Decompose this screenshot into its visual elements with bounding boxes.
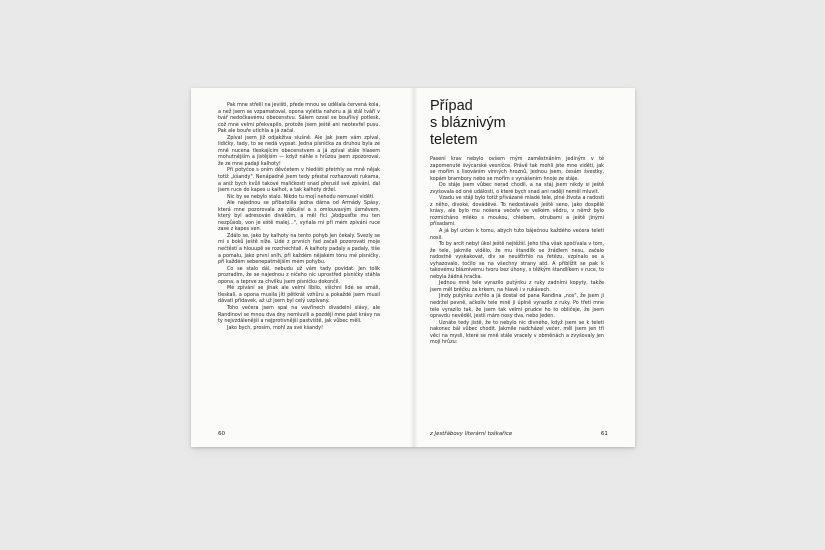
paragraph: Pasení krav nebylo ovšem mým zaměstnáním jediným v té zapomenuté švýcarské vesničce. Právě tak mohli jste mne viděti, jak se mořím s lisováním vinných hroznů, jednou jsem, česám švestky, kopám brambory nebo se mořím s vynášením hnoje ze stáje. bbox=[430, 156, 604, 182]
chapter-title-line: Případ bbox=[430, 98, 473, 114]
paragraph: Jednou mně tele vyrazilo putýnku z ruky zadními kopyty, takže jsem měl brěčku za krkem, na hlavě i v rukávech. bbox=[430, 280, 604, 293]
paragraph: Jako bych, prosím, mohl za své kšandy! bbox=[227, 324, 324, 331]
chapter-title-line: teletem bbox=[430, 132, 478, 148]
paragraph: A já byl určen k tomu, abych tuto báječnou každého večera teleti nosil. bbox=[430, 228, 604, 241]
paragraph: Mé zpívání se jinak ale velmi líbilo, všichni lidé se smáli, tleskali, a opona musila jíti pětkrát vzhůru a pokaždé jsem musil dávati přídavek, až už jsem byl celý uzpívaný. bbox=[218, 285, 380, 305]
paragraph: Do stáje jsem vůbec nerad chodil, a na stáj jsem nikdy si ještě zvyšovala od oné události, o které bych snad ani raději neměl mluvit. bbox=[430, 182, 604, 195]
paragraph: Při potyčce s oním děvčetem v hledišti přetrhly se mně nějak totiž „kšandy". Nenápadně jsem tedy přestal rozhazovati rukama, a aniž bych kvůli takové maličkosti snad přerušil své zpívání, dal jsem ruce do kapes u kalhot, a tak kalhoty držel. bbox=[218, 167, 380, 194]
paragraph: Vzadu ve stáji bylo totiž přivázané mladé tele, plné života a radosti z něho, divoké, dováděvé. To nedostávalo ještě seno, jako dospělé krávy, ale bylo mu nošena večeře ve velkém vědru, v němž bylo rozmícháno mléko s moukou, chlebem, otrubami a ještě jinými přísadami. bbox=[430, 195, 604, 228]
left-page-body bbox=[218, 102, 380, 331]
paragraph: Pak mne střelil na jevišti, přede mnou se udělala červená kola, a než jsem se vzpamatoval, opona vylétla nahoru a já stál tváří v tvář nedočkavému obecenstvu. Sálem ozval se bouřlivý potlesk, což mne velmi překvapilo, protože jsem ještě ani neotevřel pusu. Pak ale bouře utichla a já začal. bbox=[218, 102, 380, 135]
right-page bbox=[413, 88, 635, 447]
paragraph: Toho večera jsem spal na vavřínech divadelní slávy, ale Randinovi se mnou dva dny nemluvili a pozdějí mne pást krávy na ty nejvzdálenější a nejprotivnější pastviště, jak vůbec měli. bbox=[218, 304, 380, 325]
right-page-body bbox=[430, 156, 604, 346]
paragraph: Ale najednou se přibatolila jedna dáma od Armády Spásy, která mne pozorovala ze zákulisí a s omlouvavým úsměvem, který byl adresován divákům, a měl říci „Vodpusťte mu ten nezpůsob, von je eště malej…", vyňala mi při mém zpívání ruce zase z kapes ven. bbox=[218, 200, 380, 233]
chapter-title-line: s bláznivým bbox=[430, 115, 506, 131]
page-number-left: 60 bbox=[218, 431, 226, 437]
paragraph: Jindy putýnku zvrhlo a já dostal od pana Randina „nos", že jsem ji nedržel pevně, ačkoliv tele mně ji úplně vyrazilo z ruky. Po třetí mne tele vyrazilo tak, že jsem tak velmi prudce ho to obličeje, že jsem opravdu nevěděl, jestli mám nosy dva, nebo jeden. bbox=[430, 293, 604, 320]
paragraph: Co se stalo dál, nebudu už vám tady povídat. Jen tolik prozradím, že se najednou z ničeho nic uprostřed písničky stáhla opona, a teprve za chvilku jsem písničku dokončil. bbox=[218, 265, 380, 285]
paragraph: Nic by se nebylo stalo. Nikdo tu mojí nehodu nemusel viděti. bbox=[227, 193, 375, 200]
paragraph: Uznáte tedy jistě, že to nebylo nic divného, když jsem se k teleti nakonec bál vůbec chodit. Jakmile nadcházel večer, měl jsem jen tři věci na mysli, které se mně stále vracely v obměnách a zvyšovaly jen mojí hrůzu: bbox=[430, 319, 604, 346]
page-number-right: 61 bbox=[600, 431, 608, 437]
paragraph: Zdálo se, jako by kalhoty na tento pohyb jen čekaly. Svezly se mi s boků ještě níže. Lidé z prvních řad začali pozorovati moje nečtěstí a hlouupě se rozchechtali. A kalhoty padaly a padaly, tiše a pomalu, jako první sníh, při každém nějakém tónu mé písničky, při každém sebenepatrnějším mém pohybu. bbox=[218, 232, 380, 266]
paragraph: To by arcit nebyl úkol ještě nejtěžší. Jeho tíha však spočívala v tom, že tele, jakmile vidělo, že mu štandlík se žrádlem nesu, začalo radostně vyskakovat, div se neušťtrhlo na řetězu, vzpínalo se a vyhazovalo, točilo se na všechny strany atd. A přiblížit se pak k takovému bláznivému tvoru bez úhony, s těžkým štandlíkem v ruce, to nebyla žádná hračka. bbox=[430, 241, 604, 280]
book-spread bbox=[191, 88, 635, 447]
paragraph: Zpíval jsem již odjakživa slušně. Ale jak jsem vám zpíval, lidičky, tady, to se nedá vypsat. Jedna písnička za druhou byla ze mně nucena tleskajícím obecenstvem a já zpíval stále hlasem mohutnějším a jistějším — když náhle s hrůzou jsem zpozoroval, že ze mne padají kalhoty! bbox=[218, 134, 380, 167]
running-footer: z Jestřábovy literární toškařice bbox=[430, 431, 513, 437]
chapter-title bbox=[430, 98, 580, 149]
left-page bbox=[191, 88, 413, 447]
